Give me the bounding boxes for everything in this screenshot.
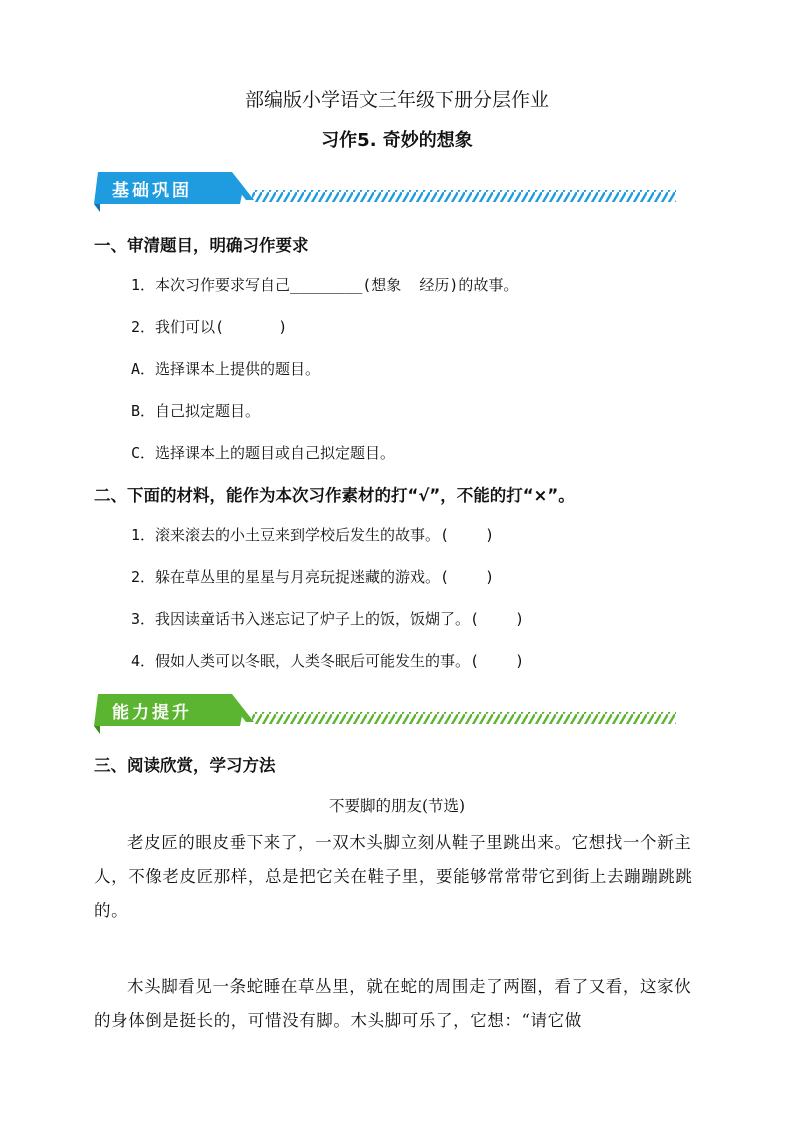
banner-basic-label: 基础巩固 bbox=[112, 181, 192, 201]
banner-basic bbox=[94, 168, 684, 212]
passage-paragraph-1: 老皮匠的眼皮垂下来了，一双木头脚立刻从鞋子里跳出来。它想找一个新主人，不像老皮匠那样，总是把它关在鞋子里，要能够常常带它到街上去蹦蹦跳跳的。 bbox=[94, 833, 693, 920]
section2-item-3: 3．我因读童话书入迷忘记了炉子上的饭，饭煳了。( ) bbox=[131, 610, 525, 628]
section1-item-1: 1．本次习作要求写自己________(想象 经历)的故事。 bbox=[131, 276, 519, 294]
section1-option-b: B．自己拟定题目。 bbox=[131, 402, 261, 420]
document-title: 部编版小学语文三年级下册分层作业 bbox=[244, 89, 549, 111]
section2-heading: 二、下面的材料，能作为本次习作素材的打“√”，不能的打“×”。 bbox=[94, 486, 575, 505]
passage-title: 不要脚的朋友(节选) bbox=[328, 797, 466, 815]
passage-paragraph-2: 木头脚看见一条蛇睡在草丛里，就在蛇的周围走了两圈，看了又看，这家伙的身体倒是挺长的，可惜没有脚。木头脚可乐了，它想：“请它做 bbox=[94, 977, 692, 1030]
section1-option-a: A．选择课本上提供的题目。 bbox=[131, 360, 321, 378]
banner-advanced-label: 能力提升 bbox=[112, 703, 192, 723]
banner-advanced bbox=[94, 690, 684, 734]
section3-heading: 三、阅读欣赏，学习方法 bbox=[94, 756, 276, 775]
section1-heading: 一、审清题目，明确习作要求 bbox=[94, 236, 309, 255]
section1-option-c: C．选择课本上的题目或自己拟定题目。 bbox=[131, 444, 396, 462]
section2-item-1: 1．滚来滚去的小土豆来到学校后发生的故事。( ) bbox=[131, 526, 495, 544]
section2-item-4: 4．假如人类可以冬眠，人类冬眠后可能发生的事。( ) bbox=[131, 652, 525, 670]
document-subtitle: 习作5. 奇妙的想象 bbox=[321, 130, 473, 151]
section1-item-2: 2．我们可以( ) bbox=[131, 318, 288, 336]
section2-item-2: 2．躲在草丛里的星星与月亮玩捉迷藏的游戏。( ) bbox=[131, 568, 495, 586]
